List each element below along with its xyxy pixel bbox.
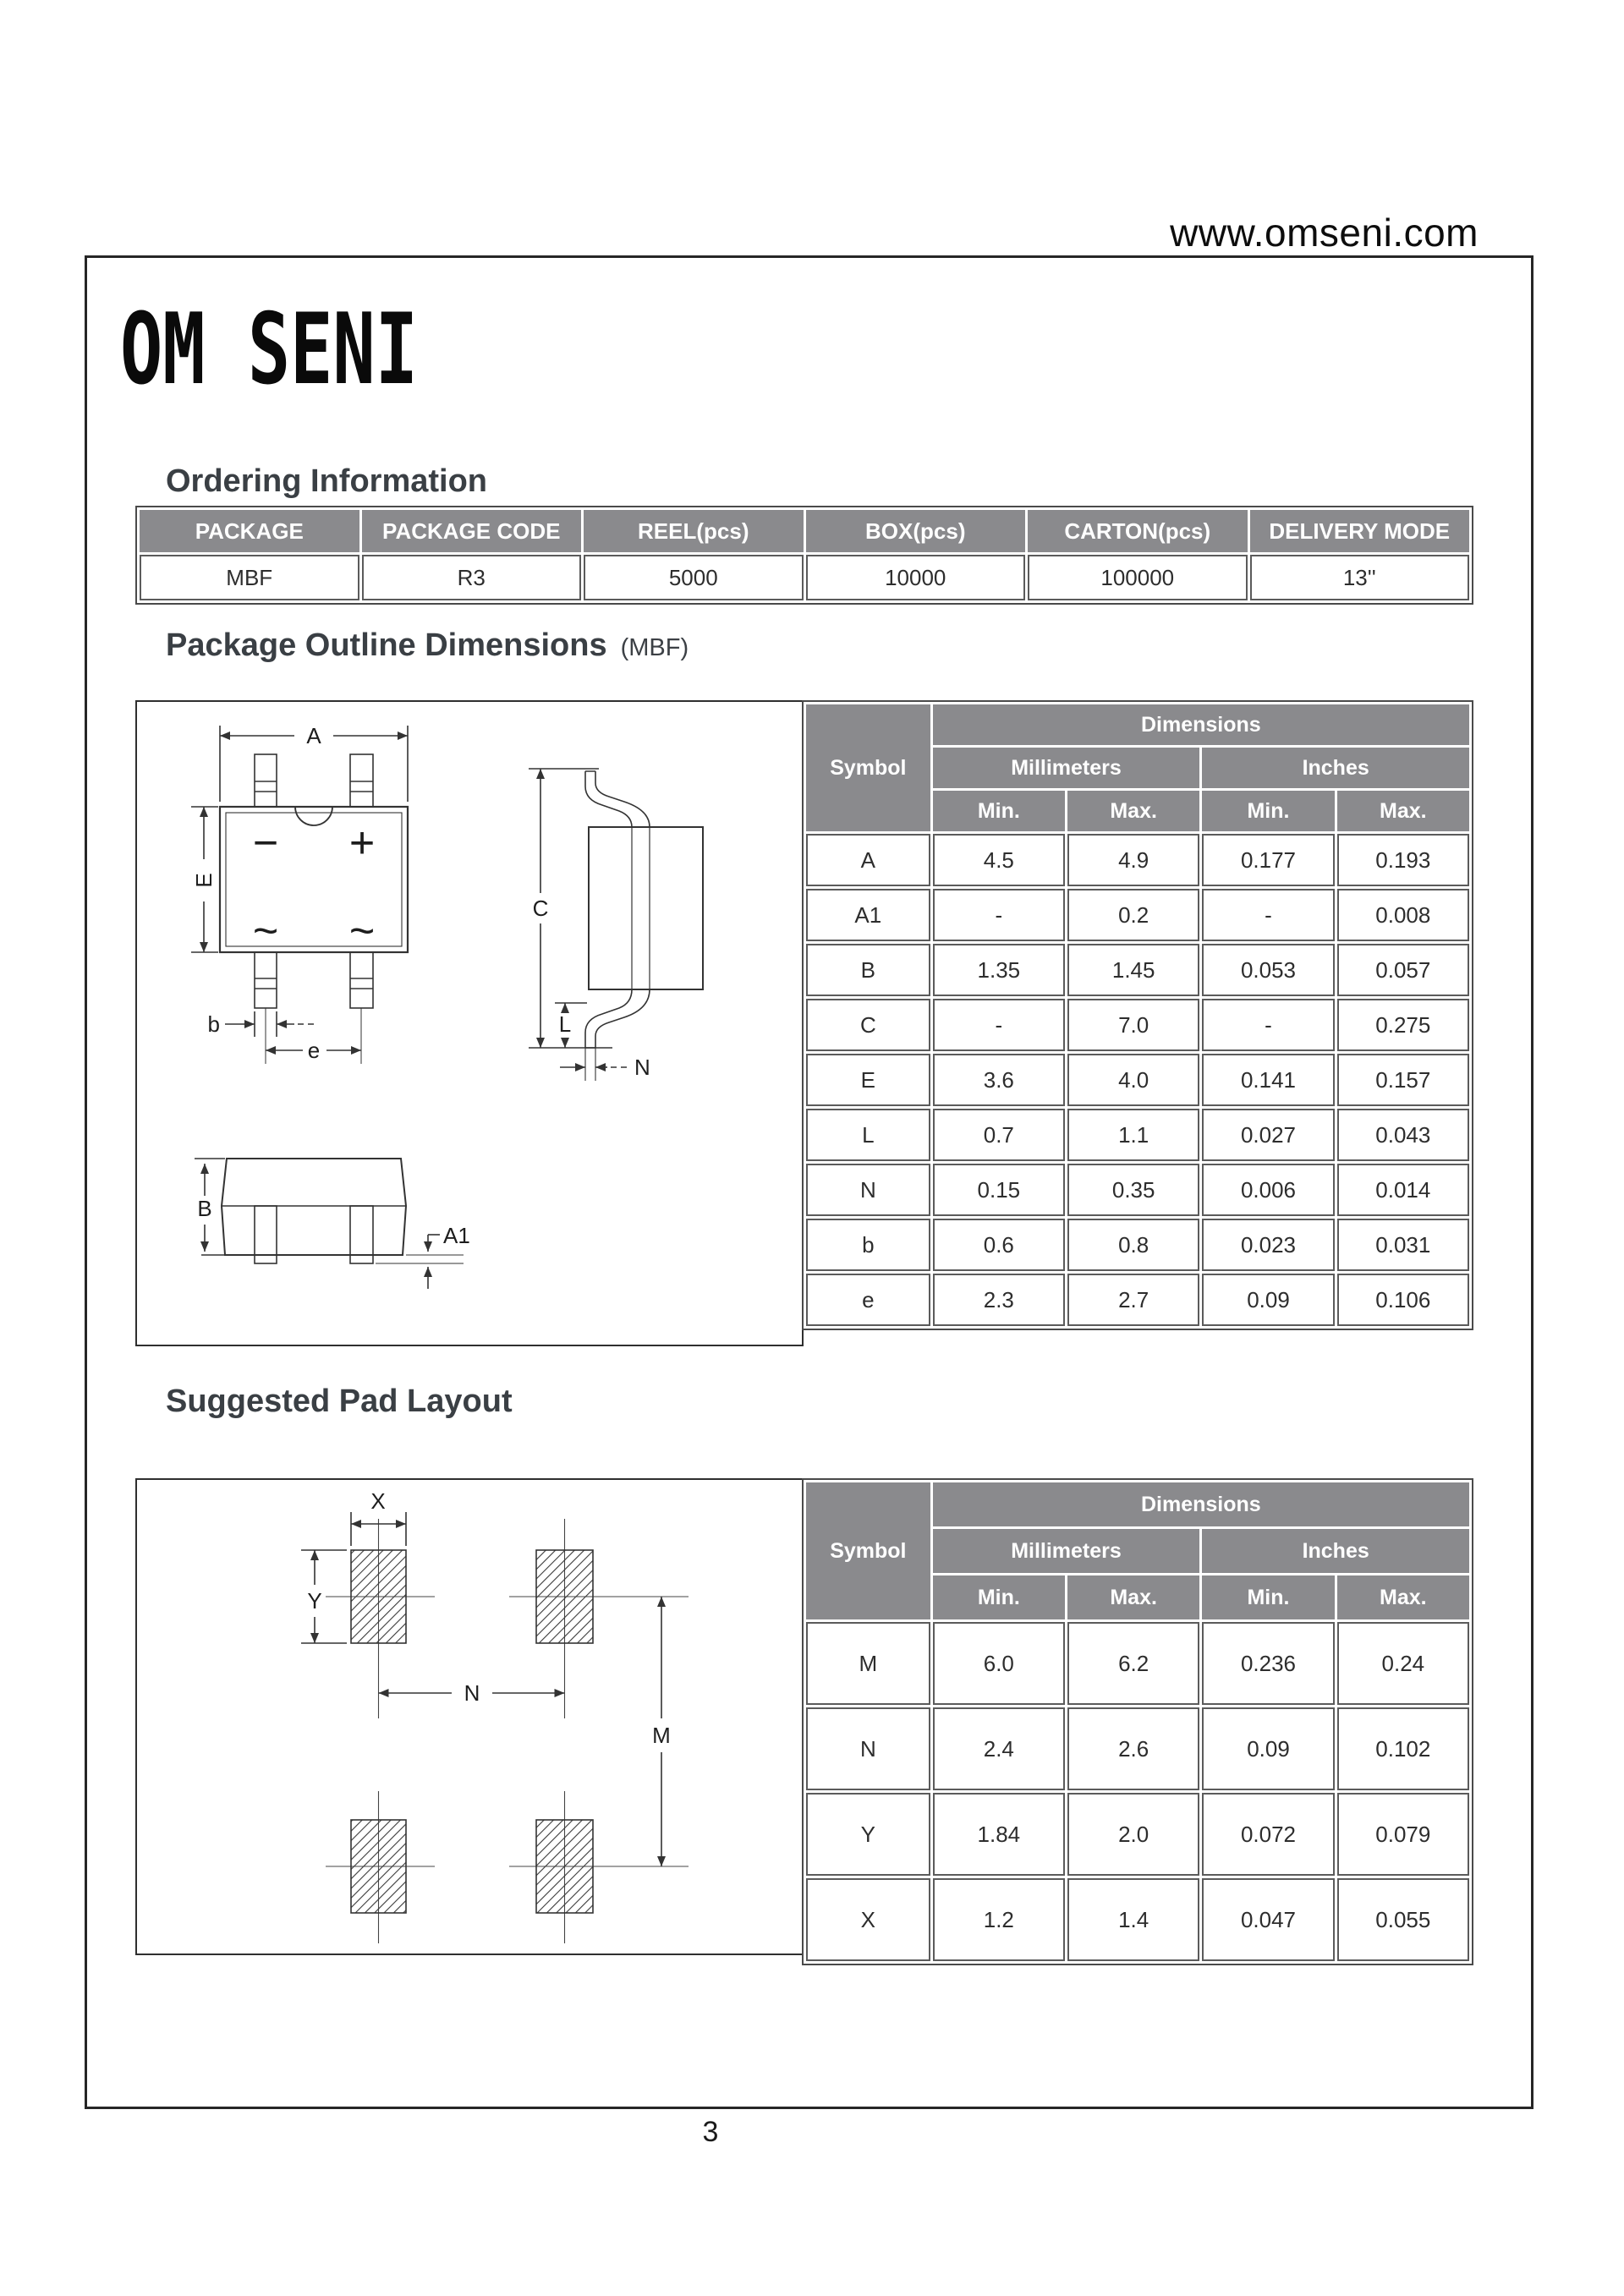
table-cell: 1.4 — [1067, 1878, 1199, 1961]
column-header-dimensions: Dimensions — [933, 1482, 1469, 1526]
column-header-millimeters: Millimeters — [933, 1529, 1200, 1573]
table-cell: 1.84 — [933, 1793, 1065, 1876]
section-title-outline — [166, 627, 689, 664]
table-cell: 0.141 — [1202, 1054, 1334, 1106]
front-view — [195, 1159, 470, 1289]
table-row — [806, 999, 1469, 1051]
dim-label-E: E — [191, 873, 217, 888]
dim-label-b: b — [207, 1011, 220, 1037]
table-row — [806, 1878, 1469, 1961]
table-row — [806, 1054, 1469, 1106]
table-cell: 0.072 — [1202, 1793, 1334, 1876]
ordering-table-head — [140, 510, 1469, 552]
table-cell: A1 — [806, 889, 930, 941]
outline-title: Package Outline Dimensions — [166, 627, 607, 663]
column-header-symbol: Symbol — [806, 704, 930, 831]
column-header: CARTON(pcs) — [1028, 510, 1248, 552]
table-cell: 1.1 — [1067, 1109, 1199, 1161]
table-cell: 2.3 — [933, 1274, 1065, 1326]
table-row — [806, 834, 1469, 886]
package-outline-diagram — [137, 702, 802, 1345]
dim-label-A: A — [306, 723, 321, 748]
table-row — [806, 1793, 1469, 1876]
table-cell: 0.055 — [1337, 1878, 1469, 1961]
table-cell: N — [806, 1707, 930, 1790]
column-header-max: Max. — [1067, 791, 1199, 831]
column-header-inches: Inches — [1202, 748, 1469, 788]
table-cell: 0.35 — [1067, 1164, 1199, 1216]
table-cell: 0.15 — [933, 1164, 1065, 1216]
table-cell: - — [933, 889, 1065, 941]
dim-label-B: B — [197, 1196, 212, 1221]
ordering-information-table — [135, 506, 1473, 605]
table-cell: 0.24 — [1337, 1622, 1469, 1705]
table-cell: 0.177 — [1202, 834, 1334, 886]
table-cell: - — [1202, 889, 1334, 941]
table-cell: 0.047 — [1202, 1878, 1334, 1961]
pad-table-head — [806, 1482, 1469, 1619]
brand-logo: OM SENI — [120, 293, 418, 407]
dim-label-N: N — [464, 1680, 480, 1706]
top-view — [191, 723, 408, 1064]
pad-layout-drawing-box — [135, 1478, 804, 1955]
column-header-min: Min. — [933, 1575, 1065, 1619]
dim-label-N: N — [634, 1055, 650, 1080]
table-cell: 4.0 — [1067, 1054, 1199, 1106]
table-row — [806, 1164, 1469, 1216]
table-cell: 7.0 — [1067, 999, 1199, 1051]
table-cell: 4.5 — [933, 834, 1065, 886]
minus-terminal-mark: − — [252, 819, 279, 868]
table-cell: 13'' — [1250, 555, 1470, 600]
table-cell: 0.236 — [1202, 1622, 1334, 1705]
column-header: BOX(pcs) — [806, 510, 1026, 552]
column-header-max: Max. — [1337, 1575, 1469, 1619]
table-cell: 0.2 — [1067, 889, 1199, 941]
table-cell: 6.2 — [1067, 1622, 1199, 1705]
plus-terminal-mark: + — [348, 819, 376, 868]
pad-layout-dimensions-table — [802, 1478, 1473, 1965]
table-header-row — [806, 1482, 1469, 1526]
table-cell: 0.193 — [1337, 834, 1469, 886]
table-cell: 2.4 — [933, 1707, 1065, 1790]
table-row — [806, 1622, 1469, 1705]
table-cell: C — [806, 999, 930, 1051]
table-cell: 6.0 — [933, 1622, 1065, 1705]
ordering-title: Ordering Information — [166, 463, 487, 499]
side-view — [529, 769, 703, 1081]
column-header-min: Min. — [1202, 791, 1334, 831]
column-header-min: Min. — [933, 791, 1065, 831]
table-cell: 0.106 — [1337, 1274, 1469, 1326]
table-cell: 0.014 — [1337, 1164, 1469, 1216]
table-cell: 0.023 — [1202, 1219, 1334, 1271]
table-cell: 0.079 — [1337, 1793, 1469, 1876]
pad-title: Suggested Pad Layout — [166, 1384, 513, 1419]
table-cell: 10000 — [806, 555, 1026, 600]
table-cell: MBF — [140, 555, 359, 600]
table-cell: B — [806, 944, 930, 996]
column-header-min: Min. — [1202, 1575, 1334, 1619]
table-cell: E — [806, 1054, 930, 1106]
section-title-ordering — [166, 463, 487, 500]
table-cell: 0.7 — [933, 1109, 1065, 1161]
table-cell: 2.6 — [1067, 1707, 1199, 1790]
table-cell: 0.043 — [1337, 1109, 1469, 1161]
dim-label-A1: A1 — [443, 1223, 470, 1248]
table-cell: 0.053 — [1202, 944, 1334, 996]
table-cell: Y — [806, 1793, 930, 1876]
table-cell: 3.6 — [933, 1054, 1065, 1106]
table-cell: 100000 — [1028, 555, 1248, 600]
table-cell: 2.0 — [1067, 1793, 1199, 1876]
table-cell: 1.45 — [1067, 944, 1199, 996]
table-cell: e — [806, 1274, 930, 1326]
table-cell: 1.2 — [933, 1878, 1065, 1961]
table-cell: b — [806, 1219, 930, 1271]
table-row — [806, 1109, 1469, 1161]
column-header: PACKAGE — [140, 510, 359, 552]
solder-pad — [351, 1550, 406, 1643]
table-cell: - — [1202, 999, 1334, 1051]
dim-label-Y: Y — [307, 1588, 322, 1614]
table-cell: 5000 — [584, 555, 804, 600]
outline-table-body — [806, 834, 1469, 1326]
dim-label-L: L — [558, 1011, 572, 1037]
website-url: www.omseni.com — [1170, 211, 1479, 255]
table-cell: 0.09 — [1202, 1274, 1334, 1326]
table-cell: 1.35 — [933, 944, 1065, 996]
column-header-max: Max. — [1067, 1575, 1199, 1619]
table-header-row — [806, 704, 1469, 745]
ac-terminal-mark: ~ — [252, 907, 279, 956]
column-header-max: Max. — [1337, 791, 1469, 831]
table-row — [806, 1274, 1469, 1326]
dim-label-X: X — [370, 1488, 386, 1514]
table-cell: 0.027 — [1202, 1109, 1334, 1161]
outline-table-head — [806, 704, 1469, 831]
table-cell: 0.157 — [1337, 1054, 1469, 1106]
table-cell: 4.9 — [1067, 834, 1199, 886]
solder-pad — [351, 1820, 406, 1913]
column-header: REEL(pcs) — [584, 510, 804, 552]
table-cell: 0.8 — [1067, 1219, 1199, 1271]
solder-pad — [536, 1550, 593, 1643]
column-header-inches: Inches — [1202, 1529, 1469, 1573]
table-cell: - — [933, 999, 1065, 1051]
page-number: 3 — [702, 2116, 719, 2148]
dim-label-C: C — [532, 896, 549, 921]
ordering-table-body — [140, 555, 1469, 600]
table-cell: 0.6 — [933, 1219, 1065, 1271]
pad-table-body — [806, 1622, 1469, 1961]
outline-subtitle: (MBF) — [620, 634, 689, 661]
column-header-millimeters: Millimeters — [933, 748, 1200, 788]
table-cell: 0.09 — [1202, 1707, 1334, 1790]
column-header: DELIVERY MODE — [1250, 510, 1470, 552]
table-cell: N — [806, 1164, 930, 1216]
table-row — [806, 1707, 1469, 1790]
table-cell: 2.7 — [1067, 1274, 1199, 1326]
column-header: PACKAGE CODE — [362, 510, 582, 552]
dim-label-M: M — [652, 1723, 671, 1748]
table-cell: 0.275 — [1337, 999, 1469, 1051]
table-cell: R3 — [362, 555, 582, 600]
table-cell: X — [806, 1878, 930, 1961]
table-cell: 0.057 — [1337, 944, 1469, 996]
section-title-pad-layout — [166, 1384, 513, 1420]
table-row — [806, 944, 1469, 996]
table-row — [806, 889, 1469, 941]
table-header-row — [140, 510, 1469, 552]
pad-layout-diagram — [137, 1480, 802, 1954]
table-cell: 0.006 — [1202, 1164, 1334, 1216]
outline-dimensions-table — [802, 700, 1473, 1330]
package-outline-drawing-box — [135, 700, 804, 1346]
dim-label-e: e — [307, 1038, 321, 1063]
table-cell: M — [806, 1622, 930, 1705]
table-row — [806, 1219, 1469, 1271]
column-header-symbol: Symbol — [806, 1482, 930, 1619]
column-header-dimensions: Dimensions — [933, 704, 1469, 745]
table-row — [140, 555, 1469, 600]
table-cell: 0.102 — [1337, 1707, 1469, 1790]
table-cell: 0.008 — [1337, 889, 1469, 941]
table-cell: A — [806, 834, 930, 886]
solder-pad — [536, 1820, 593, 1913]
table-cell: L — [806, 1109, 930, 1161]
table-cell: 0.031 — [1337, 1219, 1469, 1271]
ac-terminal-mark: ~ — [348, 907, 376, 956]
